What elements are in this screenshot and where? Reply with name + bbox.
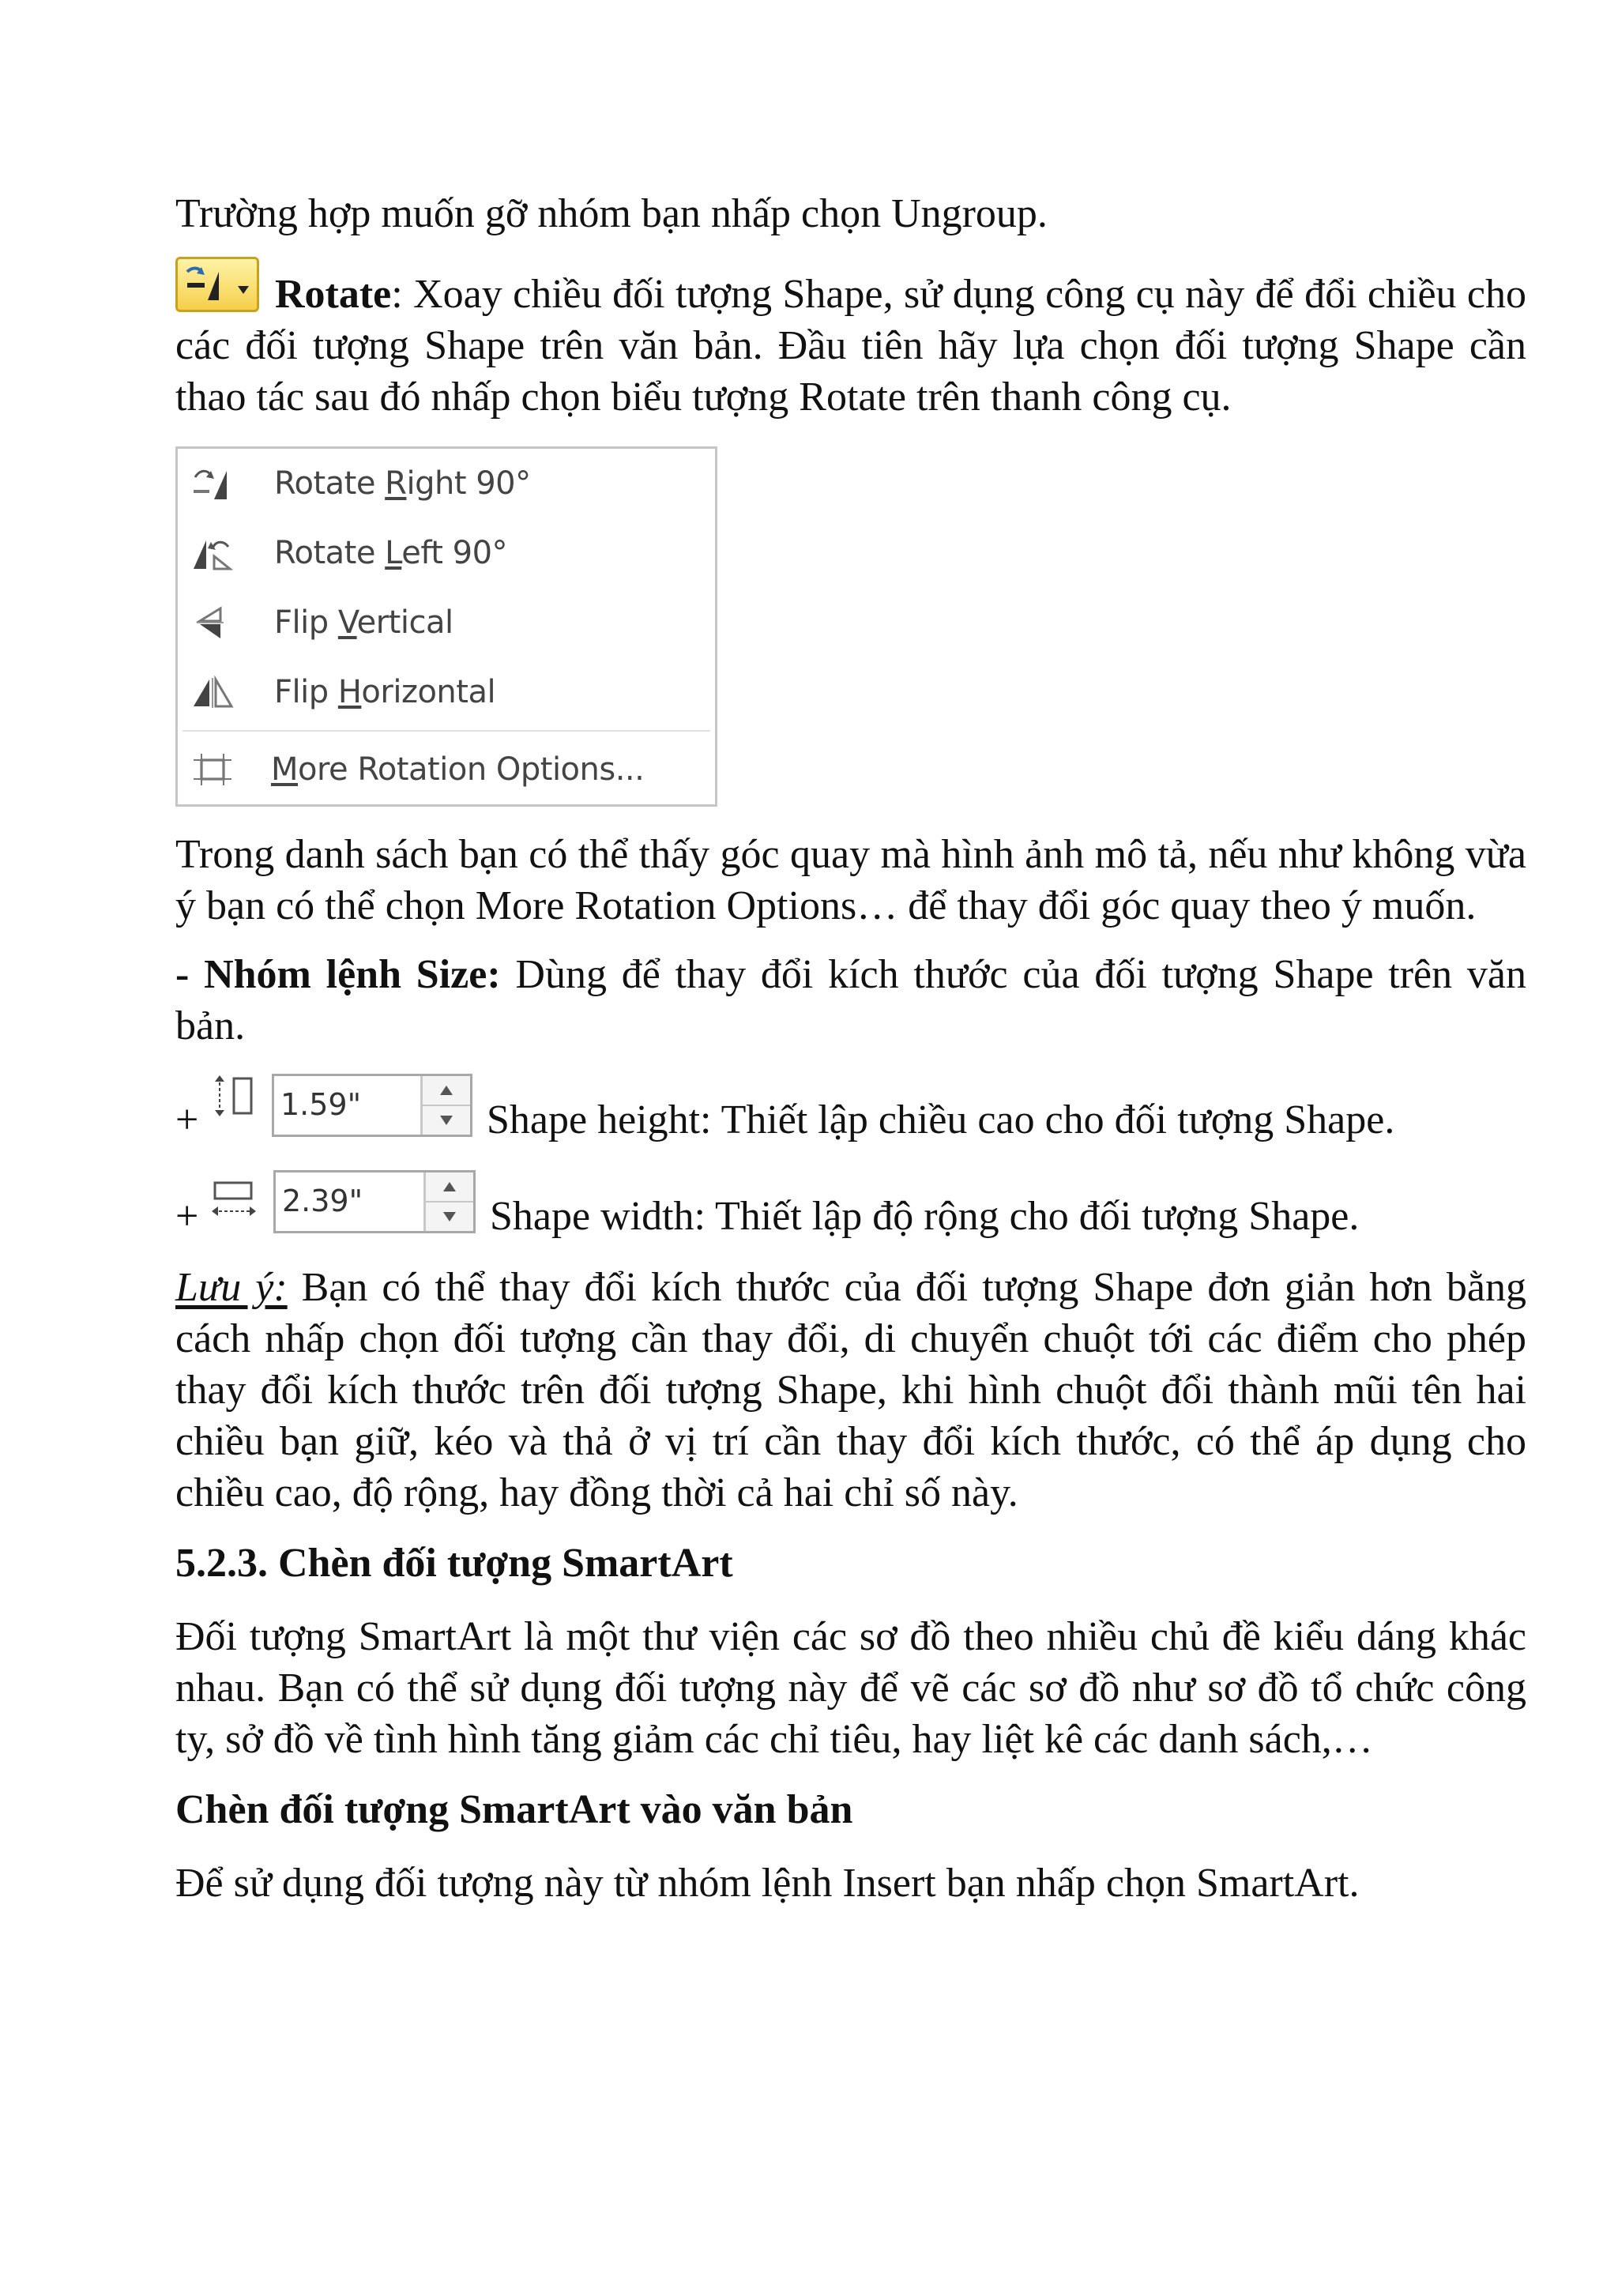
menu-label-flip-vertical: Flip Vertical — [274, 604, 453, 641]
section-heading: 5.2.3. Chèn đối tượng SmartArt — [175, 1541, 733, 1586]
size-description: Dùng để thay đổi kích thước của đối tượng Shape trên văn bản. — [175, 952, 1526, 1048]
more-rotation-icon — [190, 752, 235, 787]
shape-width-input[interactable]: 2.39" — [282, 1184, 363, 1218]
note-paragraph — [175, 1262, 1526, 1519]
rotate-icon[interactable] — [175, 257, 259, 312]
intro-paragraph: Trường hợp muốn gỡ nhóm bạn nhấp chọn Ungroup. — [175, 191, 1048, 236]
spinner-arrows-icon — [426, 1172, 473, 1231]
size-paragraph — [175, 949, 1526, 1052]
page-content — [175, 188, 1526, 1909]
note-label: Lưu ý: — [175, 1265, 288, 1310]
menu-label-more-rotation-options: More Rotation Options... — [271, 751, 645, 788]
menu-label-flip-horizontal: Flip Horizontal — [274, 674, 496, 710]
flip-vertical-icon — [190, 605, 235, 640]
shape-width-row — [175, 1170, 1526, 1262]
rotate-left-icon — [190, 536, 235, 570]
shape-height-description: Shape height: Thiết lập chiều cao cho đối tượng Shape. — [487, 1097, 1395, 1142]
shape-height-row — [175, 1074, 1526, 1170]
height-bullet: + — [175, 1097, 199, 1142]
menu-item-flip-horizontal[interactable] — [178, 657, 715, 725]
smartart-intro-paragraph: Đối tượng SmartArt là một thư viện các sơ đồ theo nhiều chủ đề kiểu dáng khác nhau. Bạn có thể sử dụng đối tượng này để vẽ các sơ đồ như sơ đồ tổ chức công ty, sở đồ về tình hình tăng giảm các chỉ tiêu, hay liệt kê các danh sách,… — [175, 1614, 1526, 1762]
shape-width-arrows[interactable] — [423, 1172, 473, 1231]
shape-height-arrows[interactable] — [420, 1076, 470, 1135]
menu-separator — [182, 730, 710, 732]
rotate-right-icon — [190, 466, 235, 501]
shape-height-icon — [212, 1074, 259, 1118]
rotate-note-paragraph: Trong danh sách bạn có thể thấy góc quay mà hình ảnh mô tả, nếu như không vừa ý bạn có thể chọn More Rotation Options… để thay đổi góc quay theo ý muốn. — [175, 832, 1526, 928]
menu-item-rotate-right[interactable] — [178, 449, 715, 517]
rotate-title: Rotate — [275, 272, 392, 317]
width-bullet: + — [175, 1194, 199, 1239]
shape-width-spinner[interactable] — [273, 1170, 476, 1233]
menu-item-more-rotation-options[interactable] — [178, 735, 715, 803]
rotate-description: : Xoay chiều đối tượng Shape, sử dụng công cụ này để đổi chiều cho các đối tượng Shape trên văn bản. Đầu tiên hãy lựa chọn đối tượng Shape cần thao tác sau đó nhấp chọn biểu tượng Rotate trên thanh công cụ. — [175, 272, 1526, 420]
size-lead: - Nhóm lệnh Size: — [175, 952, 501, 997]
shape-width-icon — [210, 1178, 258, 1222]
menu-label-rotate-left: Rotate Left 90° — [274, 535, 508, 571]
menu-label-rotate-right: Rotate Right 90° — [274, 465, 531, 502]
shape-width-description: Shape width: Thiết lập độ rộng cho đối tượng Shape. — [490, 1194, 1360, 1239]
subsection-heading: Chèn đối tượng SmartArt vào văn bản — [175, 1787, 853, 1832]
shape-height-input[interactable]: 1.59" — [280, 1087, 362, 1122]
rotate-menu — [175, 446, 717, 807]
note-text: Bạn có thể thay đổi kích thước của đối tượng Shape đơn giản hơn bằng cách nhấp chọn đối tượng cần thay đổi, di chuyển chuột tới các điểm cho phép thay đổi kích thước trên đối tượng Shape, khi hình chuột đổi thành mũi tên hai chiều bạn giữ, kéo và thả ở vị trí cần thay đổi kích thước, có thể áp dụng cho chiều cao, độ rộng, hay đồng thời cả hai chỉ số này. — [175, 1265, 1526, 1515]
smartart-insert-paragraph: Để sử dụng đối tượng này từ nhóm lệnh Insert bạn nhấp chọn SmartArt. — [175, 1861, 1360, 1906]
shape-height-spinner[interactable] — [272, 1074, 472, 1137]
menu-item-rotate-left[interactable] — [178, 518, 715, 586]
spinner-arrows-icon — [423, 1076, 470, 1135]
menu-item-flip-vertical[interactable] — [178, 588, 715, 656]
flip-horizontal-icon — [190, 675, 235, 710]
rotate-paragraph — [175, 257, 1526, 423]
